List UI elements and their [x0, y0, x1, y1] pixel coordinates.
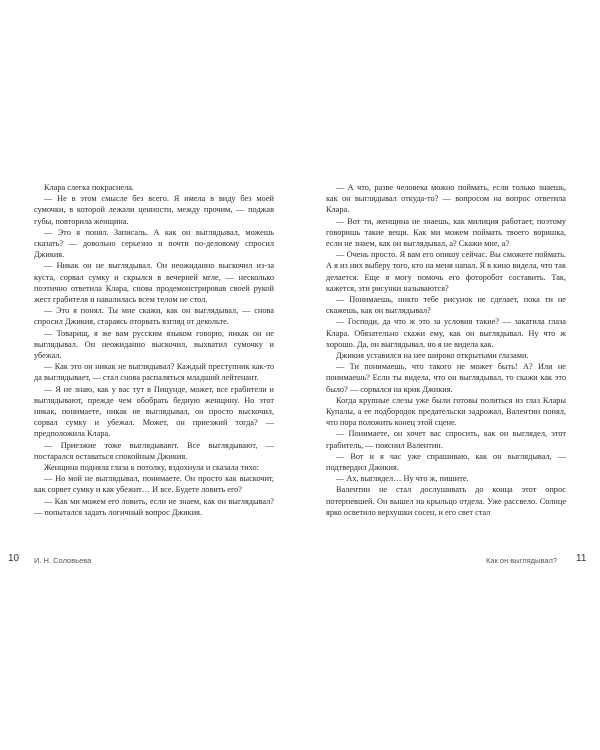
paragraph: Женщина подняла глаза к потолку, вздохнула и сказала тихо:	[44, 463, 259, 473]
page-number-right: 11	[576, 553, 587, 564]
paragraph: — Вот и я час уже спрашиваю, как он выглядывал, — подтвердил Джикия.	[326, 451, 566, 473]
paragraph: — Это я понял. Ты мне скажи, как он выглядывал, — снова спросил Джикия, стараясь оторвать взгляд от декольте.	[34, 306, 274, 327]
paragraph: — Никак он не выглядывал. Он неожиданно выскочил из-за куста, сорвал сумку и скрылся в вечерней мгле, — несколько поэтично ответила Клара, снова продемонстрировав своей рукой жест грабителя и навалилась всем телом не стол.	[34, 261, 274, 305]
page-number-left: 10	[8, 553, 20, 564]
paragraph: — А что, разве человека можно поймать, если только знаешь, как он выглядывал откуда-то? — вопросом на вопрос ответила Клара.	[326, 183, 566, 215]
paragraph: — Ах, выглядел… Ну что ж, пишите.	[336, 474, 469, 484]
paragraph: — Приезжие тоже выглядывают. Все выглядывают, — постарался оставаться спокойным Джикия.	[34, 440, 274, 461]
paragraph: — Понимаешь, никто тебе рисунок не сделает, пока ти не скажешь, как он выглядывал?	[326, 295, 566, 316]
paragraph: — Как это он никак не выглядывал? Каждый преступник как-то да выглядывает, — стал снова распаляться младший лейтенант.	[34, 362, 274, 383]
paragraph: — Я не знаю, как у вас тут в Пицунде, может, все грабители и выглядывают, прежде чем обобрать бедную женщину. Но этот никак, понимаете, никак не выглядывал, он просто выскочил, сорвал сумку и убежал. Может, он приезжий тогда? — предположила Клара.	[34, 384, 274, 439]
paragraph: — Понимаете, он хочет вас спросить, как он выглядел, этот грабитель, — пояснил Валентин.	[326, 429, 566, 450]
paragraph: — Товарищ, я же вам русским языком говорю, никак он не выглядывал. Он неожиданно выскочил, выхватил сумочку и убежал.	[34, 328, 274, 361]
left-page-text	[34, 182, 274, 518]
right-page-text	[326, 182, 566, 518]
paragraph: Джикия уставился на нее широко открытыми глазами.	[336, 351, 529, 361]
running-head-title: Как он выглядывал?	[486, 556, 558, 565]
paragraph: — Господи, да что ж это за условия такие? — закатила глаза Клара. Обязательно скажи ему, как он выглядывал. Ну что ж хорошо. Да, он выглядывал, но я не видела как.	[326, 317, 566, 349]
paragraph: Клара слегка покраснела.	[44, 183, 134, 192]
paragraph: — Не в этом смысле без всего. Я имела в виду без моей сумочки, в которой лежали ценности, между прочим, — поджав губы, повторила женщина.	[34, 194, 274, 226]
paragraph: — Как ми можем его ловить, если не знаем, как он выглядывал? — попытался задать логичный вопрос Джикия.	[34, 496, 274, 517]
paragraph: — Очень просто. Я вам его опишу сейчас. Вы сможете поймать. А я из них выберу того, кто на меня напал. Я в кино видела, что так делается. Еще я могу помочь его фоторобот составить. Так, кажется, эти рисунки называются?	[326, 250, 566, 293]
paragraph: Когда крупные слезы уже были готовы политься из глаз Клары Купалы, а ее подбородок предательски задрожал, Валентин понял, что пора положить конец этой сцене.	[326, 395, 566, 428]
paragraph: Валентин не стал дослушивать до конца этот опрос потерпевшей. Он вышел на крыльцо отдела. Уже рассвело. Солнце ярко осветило верхушки сосен, и его свет стал	[326, 485, 566, 517]
paragraph: — Ти понимаешь, что такого не может быть! А? Или не понимаешь? Если ты видела, что он выглядывал, то скажи как это было? — сорвался на крик Джикия.	[326, 362, 566, 394]
paragraph: — Это я понял. Записаль. А как он выглядывал, можешь сказать? — довольно серьезно и почти по-деловому спросил Джикия.	[34, 227, 274, 260]
running-head-author: И. Н. Соловьева	[34, 556, 92, 565]
paragraph: — Но мой не выглядывал, понимаете. Он просто как выскочит, как сорвет сумку и как убежит… И все. Будете ловить его?	[34, 474, 274, 495]
paragraph: — Вот ти, женщина не знаешь, как милиция работает, поэтому говоришь такие вещи. Как ми можем поймать твоего воришка, если не знаем, как он выглядывал, а? Скажи мне, а?	[326, 216, 566, 249]
